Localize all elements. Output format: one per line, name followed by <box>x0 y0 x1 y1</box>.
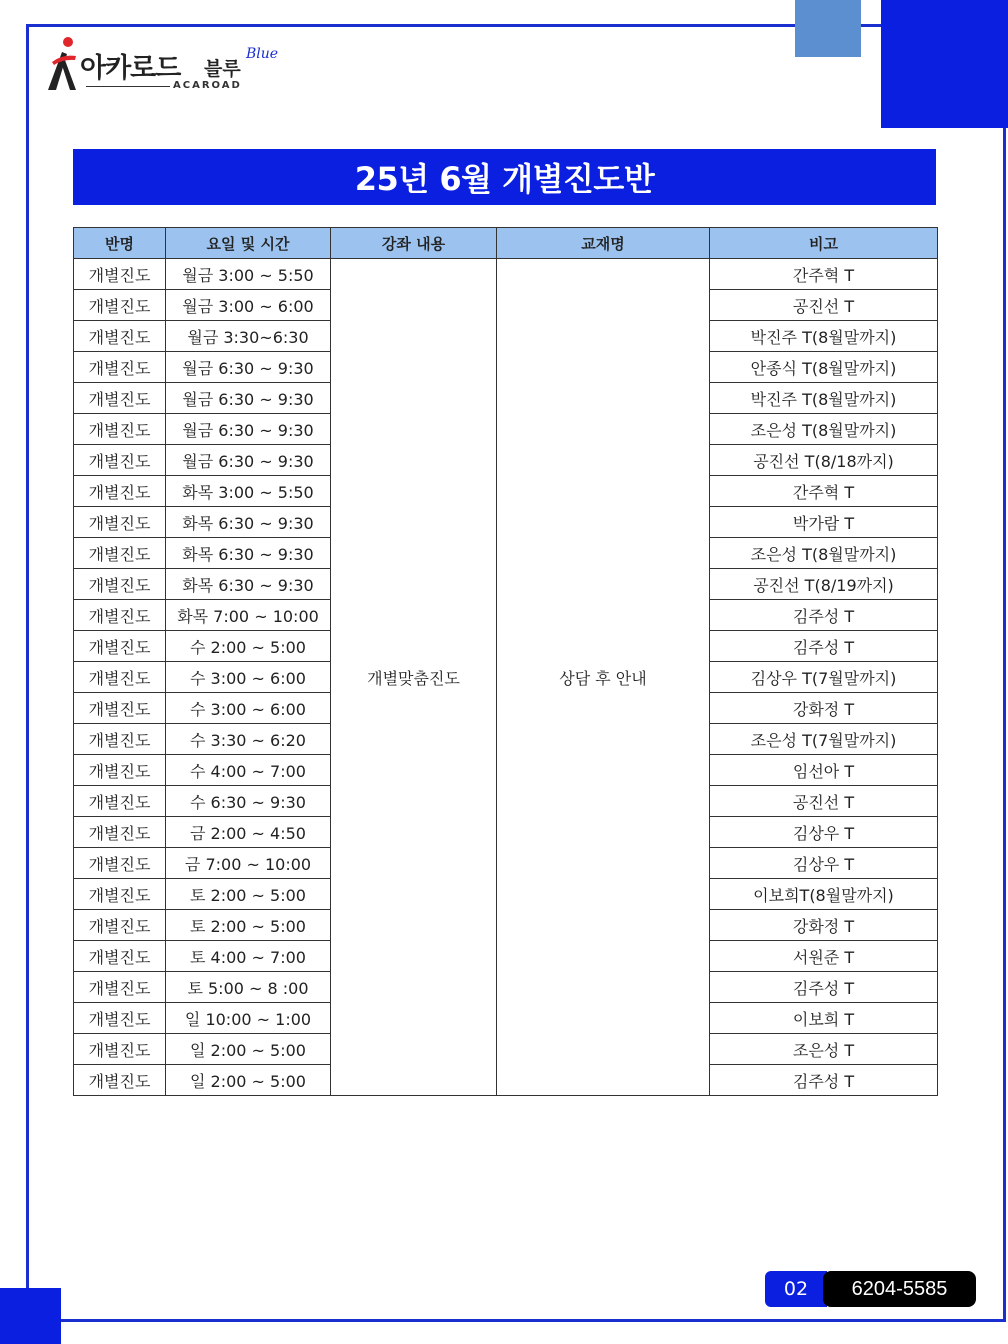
brand-logo <box>42 34 282 98</box>
cell-class-name: 개별진도 <box>74 631 166 662</box>
cell-class-name: 개별진도 <box>74 445 166 476</box>
cell-note: 공진선 T <box>710 786 938 817</box>
cell-day-time: 금 2:00 ~ 4:50 <box>166 817 331 848</box>
cell-day-time: 수 4:00 ~ 7:00 <box>166 755 331 786</box>
cell-class-name: 개별진도 <box>74 662 166 693</box>
cell-course-content: 개별맞춤진도 <box>331 259 497 1096</box>
cell-note: 조은성 T(8월말까지) <box>710 538 938 569</box>
cell-class-name: 개별진도 <box>74 910 166 941</box>
frame-bottom-border <box>26 1319 1006 1322</box>
cell-day-time: 월금 6:30 ~ 9:30 <box>166 352 331 383</box>
cell-note: 박진주 T(8월말까지) <box>710 383 938 414</box>
cell-class-name: 개별진도 <box>74 786 166 817</box>
cell-class-name: 개별진도 <box>74 817 166 848</box>
cell-note: 공진선 T(8/18까지) <box>710 445 938 476</box>
cell-note: 간주혁 T <box>710 476 938 507</box>
brand-script: Blue <box>246 46 279 62</box>
cell-class-name: 개별진도 <box>74 476 166 507</box>
frame-left-border <box>26 24 29 1322</box>
cell-note: 이보희T(8월말까지) <box>710 879 938 910</box>
cell-note: 김주성 T <box>710 600 938 631</box>
cell-day-time: 화목 6:30 ~ 9:30 <box>166 538 331 569</box>
cell-day-time: 월금 3:00 ~ 6:00 <box>166 290 331 321</box>
cell-note: 박가람 T <box>710 507 938 538</box>
header-course-content: 강좌 내용 <box>331 228 497 259</box>
cell-day-time: 수 3:30 ~ 6:20 <box>166 724 331 755</box>
frame-right-border <box>1003 24 1006 1322</box>
cell-note: 공진선 T(8/19까지) <box>710 569 938 600</box>
cell-day-time: 화목 7:00 ~ 10:00 <box>166 600 331 631</box>
table-row <box>74 259 938 290</box>
cell-note: 김주성 T <box>710 1065 938 1096</box>
cell-day-time: 일 2:00 ~ 5:00 <box>166 1034 331 1065</box>
cell-class-name: 개별진도 <box>74 1003 166 1034</box>
decor-bottom-blue-block <box>0 1288 61 1344</box>
cell-class-name: 개별진도 <box>74 290 166 321</box>
cell-day-time: 토 4:00 ~ 7:00 <box>166 941 331 972</box>
cell-class-name: 개별진도 <box>74 693 166 724</box>
cell-note: 김주성 T <box>710 631 938 662</box>
cell-day-time: 일 2:00 ~ 5:00 <box>166 1065 331 1096</box>
cell-day-time: 토 5:00 ~ 8 :00 <box>166 972 331 1003</box>
header-day-time: 요일 및 시간 <box>166 228 331 259</box>
cell-day-time: 일 10:00 ~ 1:00 <box>166 1003 331 1034</box>
cell-day-time: 수 3:00 ~ 6:00 <box>166 693 331 724</box>
cell-note: 박진주 T(8월말까지) <box>710 321 938 352</box>
brand-name-kr: 아카로드 <box>80 53 181 84</box>
cell-day-time: 화목 6:30 ~ 9:30 <box>166 507 331 538</box>
header-class-name: 반명 <box>74 228 166 259</box>
cell-class-name: 개별진도 <box>74 600 166 631</box>
cell-class-name: 개별진도 <box>74 507 166 538</box>
page-title: 25년 6월 개별진도반 <box>73 149 936 205</box>
header-textbook: 교재명 <box>497 228 710 259</box>
cell-note: 김상우 T <box>710 817 938 848</box>
header-note: 비고 <box>710 228 938 259</box>
cell-note: 김상우 T(7월말까지) <box>710 662 938 693</box>
cell-day-time: 수 6:30 ~ 9:30 <box>166 786 331 817</box>
cell-note: 이보희 T <box>710 1003 938 1034</box>
cell-class-name: 개별진도 <box>74 321 166 352</box>
cell-day-time: 월금 6:30 ~ 9:30 <box>166 414 331 445</box>
cell-day-time: 화목 3:00 ~ 5:50 <box>166 476 331 507</box>
cell-day-time: 수 2:00 ~ 5:00 <box>166 631 331 662</box>
cell-note: 강화정 T <box>710 693 938 724</box>
brand-underline <box>86 86 170 87</box>
cell-class-name: 개별진도 <box>74 569 166 600</box>
cell-class-name: 개별진도 <box>74 259 166 290</box>
phone-area-code: 02 <box>765 1271 827 1307</box>
cell-class-name: 개별진도 <box>74 848 166 879</box>
cell-day-time: 월금 6:30 ~ 9:30 <box>166 383 331 414</box>
brand-sub-kr: 블루 <box>204 58 241 80</box>
cell-day-time: 수 3:00 ~ 6:00 <box>166 662 331 693</box>
cell-class-name: 개별진도 <box>74 941 166 972</box>
schedule-table <box>73 227 938 1096</box>
cell-class-name: 개별진도 <box>74 414 166 445</box>
cell-day-time: 월금 3:30~6:30 <box>166 321 331 352</box>
cell-day-time: 토 2:00 ~ 5:00 <box>166 910 331 941</box>
cell-class-name: 개별진도 <box>74 755 166 786</box>
cell-day-time: 금 7:00 ~ 10:00 <box>166 848 331 879</box>
cell-note: 김주성 T <box>710 972 938 1003</box>
cell-note: 김상우 T <box>710 848 938 879</box>
table-body <box>74 259 938 1096</box>
cell-class-name: 개별진도 <box>74 383 166 414</box>
brand-name-en: ACAROAD <box>173 80 242 91</box>
contact-phone <box>765 1271 976 1307</box>
cell-class-name: 개별진도 <box>74 724 166 755</box>
cell-note: 조은성 T(7월말까지) <box>710 724 938 755</box>
cell-note: 안종식 T(8월말까지) <box>710 352 938 383</box>
phone-number: 6204-5585 <box>823 1271 976 1307</box>
cell-class-name: 개별진도 <box>74 1065 166 1096</box>
decor-dark-blue-block <box>881 0 1008 128</box>
cell-day-time: 월금 3:00 ~ 5:50 <box>166 259 331 290</box>
cell-note: 조은성 T <box>710 1034 938 1065</box>
cell-class-name: 개별진도 <box>74 352 166 383</box>
cell-day-time: 토 2:00 ~ 5:00 <box>166 879 331 910</box>
cell-day-time: 월금 6:30 ~ 9:30 <box>166 445 331 476</box>
cell-note: 임선아 T <box>710 755 938 786</box>
cell-textbook: 상담 후 안내 <box>497 259 710 1096</box>
cell-note: 강화정 T <box>710 910 938 941</box>
table-header-row <box>74 228 938 259</box>
cell-class-name: 개별진도 <box>74 538 166 569</box>
cell-day-time: 화목 6:30 ~ 9:30 <box>166 569 331 600</box>
cell-note: 조은성 T(8월말까지) <box>710 414 938 445</box>
cell-note: 공진선 T <box>710 290 938 321</box>
cell-note: 서원준 T <box>710 941 938 972</box>
runner-logo-icon <box>42 34 82 94</box>
cell-class-name: 개별진도 <box>74 972 166 1003</box>
cell-class-name: 개별진도 <box>74 1034 166 1065</box>
cell-class-name: 개별진도 <box>74 879 166 910</box>
cell-note: 간주혁 T <box>710 259 938 290</box>
decor-light-blue-block <box>795 0 861 57</box>
